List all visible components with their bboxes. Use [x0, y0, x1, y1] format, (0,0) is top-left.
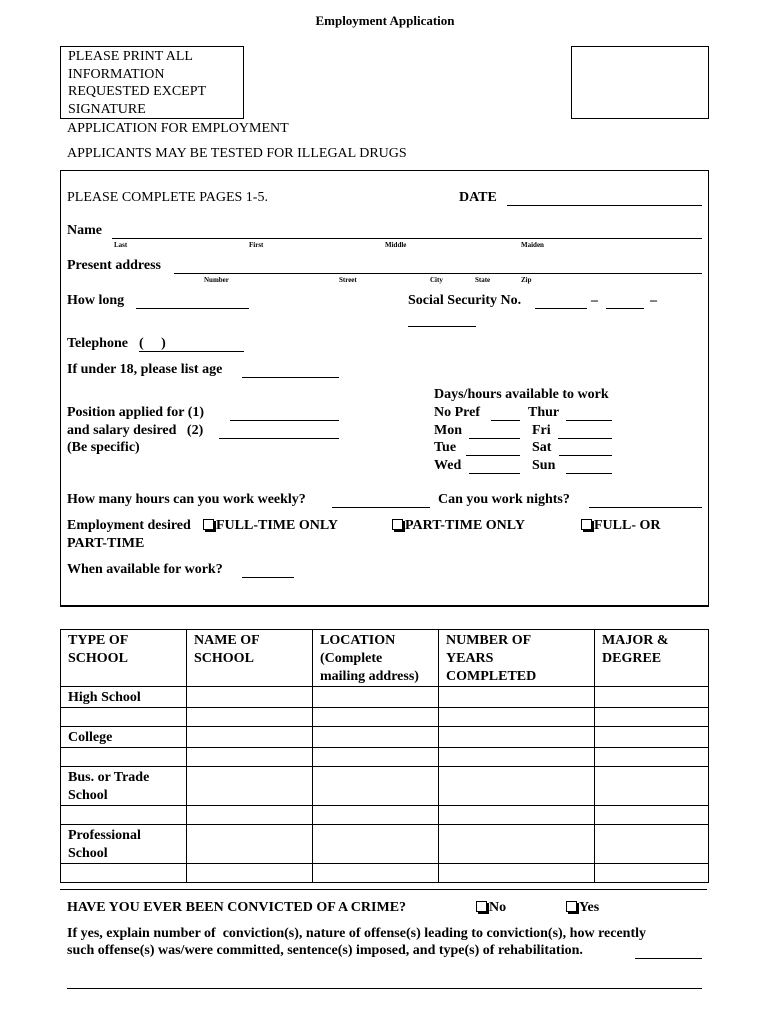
table-cell[interactable] [595, 748, 709, 767]
table-cell[interactable] [595, 825, 709, 864]
address-sub-state: State [475, 276, 491, 284]
telephone-area-code: ( ) [139, 336, 166, 351]
day-field-thur[interactable] [566, 420, 612, 421]
day-field-tue[interactable] [466, 455, 520, 456]
table-cell[interactable] [439, 727, 595, 748]
table-row [61, 864, 709, 883]
education-table [60, 629, 709, 883]
full-time-label: FULL-TIME ONLY [216, 518, 339, 533]
hours-weekly-field[interactable] [332, 507, 430, 508]
table-cell[interactable] [313, 727, 439, 748]
crime-yes-option[interactable] [566, 900, 599, 916]
table-cell[interactable] [187, 687, 313, 708]
table-row [61, 767, 709, 806]
header-type-of-school: TYPE OF SCHOOL [61, 630, 187, 687]
full-or-label: FULL- OR [594, 518, 661, 533]
when-available-label: When available for work? [67, 562, 223, 577]
when-available-field[interactable] [242, 577, 294, 578]
table-cell[interactable] [313, 687, 439, 708]
address-sub-street: Street [339, 276, 357, 284]
photo-box [571, 46, 709, 119]
notice-line: REQUESTED EXCEPT [68, 84, 207, 99]
age-field[interactable] [242, 377, 339, 378]
table-cell[interactable] [313, 708, 439, 727]
table-cell[interactable] [61, 708, 187, 727]
crime-explain-field[interactable] [635, 958, 702, 959]
day-field-sun[interactable] [566, 473, 612, 474]
date-field[interactable] [507, 205, 702, 206]
table-cell[interactable] [187, 806, 313, 825]
header-name-of-school: NAME OF SCHOOL [187, 630, 313, 687]
day-label-fri: Fri [532, 423, 551, 438]
checkbox-icon[interactable] [476, 901, 487, 912]
part-time-wrap-label: PART-TIME [67, 536, 145, 551]
name-field[interactable] [112, 238, 702, 239]
table-cell[interactable] [61, 748, 187, 767]
table-cell[interactable] [187, 825, 313, 864]
name-label: Name [67, 223, 102, 238]
crime-no-label: No [489, 900, 507, 915]
header-major-degree: MAJOR & DEGREE [595, 630, 709, 687]
table-cell[interactable] [595, 864, 709, 883]
name-sub-last: Last [114, 241, 128, 249]
day-field-wed[interactable] [469, 473, 520, 474]
table-cell[interactable] [187, 727, 313, 748]
day-label-no-pref: No Pref [434, 405, 480, 420]
address-sub-zip: Zip [521, 276, 532, 284]
header-years-completed: NUMBER OF YEARS COMPLETED [439, 630, 595, 687]
print-notice-box [60, 46, 244, 119]
table-cell[interactable] [439, 748, 595, 767]
position-label-1: Position applied for (1) [67, 405, 205, 420]
address-field[interactable] [174, 273, 702, 274]
day-label-sun: Sun [532, 458, 556, 473]
day-field-mon[interactable] [469, 438, 520, 439]
school-type-college: College [61, 727, 187, 748]
day-label-mon: Mon [434, 423, 462, 438]
section-divider [60, 889, 707, 890]
table-cell[interactable] [595, 727, 709, 748]
day-label-thur: Thur [528, 405, 560, 420]
table-cell[interactable] [187, 767, 313, 806]
school-type-professional: Professional School [61, 825, 187, 864]
address-sub-city: City [430, 276, 443, 284]
nights-label: Can you work nights? [438, 492, 570, 507]
telephone-field[interactable] [139, 351, 244, 352]
hours-weekly-label: How many hours can you work weekly? [67, 492, 306, 507]
how-long-field[interactable] [136, 308, 249, 309]
address-sub-number: Number [204, 276, 229, 284]
table-cell[interactable] [595, 708, 709, 727]
table-cell[interactable] [439, 708, 595, 727]
table-cell[interactable] [313, 825, 439, 864]
address-label: Present address [67, 258, 161, 273]
ssn-field-1[interactable] [535, 308, 587, 309]
crime-yes-label: Yes [579, 900, 600, 915]
position-field-2[interactable] [219, 438, 339, 439]
crime-explain-line-1: If yes, explain number of conviction(s), nature of offense(s) leading to conviction(s), how recently [67, 926, 647, 941]
table-cell[interactable] [439, 767, 595, 806]
nights-field[interactable] [589, 507, 702, 508]
table-cell[interactable] [61, 864, 187, 883]
checkbox-icon[interactable] [203, 519, 214, 530]
how-long-label: How long [67, 293, 125, 308]
application-heading: APPLICATION FOR EMPLOYMENT [67, 121, 289, 136]
checkbox-icon[interactable] [566, 901, 577, 912]
table-cell[interactable] [187, 864, 313, 883]
table-cell[interactable] [313, 864, 439, 883]
table-cell[interactable] [595, 806, 709, 825]
crime-question: HAVE YOU EVER BEEN CONVICTED OF A CRIME? [67, 900, 407, 915]
position-field-1[interactable] [230, 420, 339, 421]
checkbox-icon[interactable] [581, 519, 592, 530]
table-row [61, 708, 709, 727]
ssn-label: Social Security No. [408, 293, 522, 308]
table-cell[interactable] [61, 806, 187, 825]
telephone-label: Telephone [67, 336, 128, 351]
table-header-row [61, 630, 709, 687]
name-sub-middle: Middle [385, 241, 407, 249]
ssn-dash: – [591, 293, 598, 308]
date-label: DATE [459, 190, 497, 205]
day-field-sat[interactable] [559, 455, 612, 456]
notice-line: INFORMATION [68, 66, 165, 82]
day-label-wed: Wed [434, 458, 462, 473]
table-cell[interactable] [187, 748, 313, 767]
table-cell[interactable] [313, 806, 439, 825]
ssn-field-3[interactable] [408, 326, 476, 327]
full-or-part-time-option[interactable] [581, 518, 661, 534]
full-time-option[interactable] [203, 518, 338, 534]
ssn-dash: – [650, 293, 657, 308]
crime-explain-field[interactable] [67, 988, 702, 989]
checkbox-icon[interactable] [392, 519, 403, 530]
complete-pages-note: PLEASE COMPLETE PAGES 1-5. [67, 190, 268, 205]
table-row [61, 727, 709, 748]
name-sub-maiden: Maiden [521, 241, 544, 249]
name-sub-first: First [249, 241, 264, 249]
crime-explain-line-2: such offense(s) was/were committed, sentence(s) imposed, and type(s) of rehabilitation. [67, 943, 583, 958]
table-cell[interactable] [187, 708, 313, 727]
header-location: LOCATION (Complete mailing address) [313, 630, 439, 687]
table-cell[interactable] [313, 748, 439, 767]
school-type-high-school: High School [61, 687, 187, 708]
day-field-fri[interactable] [558, 438, 612, 439]
days-available-header: Days/hours available to work [434, 387, 609, 402]
crime-no-option[interactable] [476, 900, 506, 916]
table-cell[interactable] [439, 825, 595, 864]
part-time-label: PART-TIME ONLY [405, 518, 525, 533]
table-cell[interactable] [595, 687, 709, 708]
drug-notice: APPLICANTS MAY BE TESTED FOR ILLEGAL DRUGS [67, 146, 407, 161]
notice-line: PLEASE PRINT ALL [68, 49, 193, 64]
ssn-field-2[interactable] [606, 308, 644, 309]
employment-desired-label: Employment desired [67, 518, 191, 533]
table-row [61, 748, 709, 767]
day-label-sat: Sat [532, 440, 552, 455]
personal-info-section [60, 170, 709, 607]
page-title: Employment Application [315, 13, 455, 28]
part-time-option[interactable] [392, 518, 525, 534]
table-row [61, 825, 709, 864]
school-type-trade: Bus. or Trade School [61, 767, 187, 806]
table-cell[interactable] [439, 864, 595, 883]
position-label-3: (Be specific) [67, 440, 140, 455]
day-field-no-pref[interactable] [491, 420, 520, 421]
table-row [61, 687, 709, 708]
position-label-2: and salary desired (2) [67, 423, 204, 438]
table-cell[interactable] [439, 806, 595, 825]
table-cell[interactable] [595, 767, 709, 806]
under-18-label: If under 18, please list age [67, 362, 223, 377]
notice-line: SIGNATURE [68, 101, 146, 117]
table-row [61, 806, 709, 825]
day-label-tue: Tue [434, 440, 457, 455]
table-cell[interactable] [439, 687, 595, 708]
table-cell[interactable] [313, 767, 439, 806]
